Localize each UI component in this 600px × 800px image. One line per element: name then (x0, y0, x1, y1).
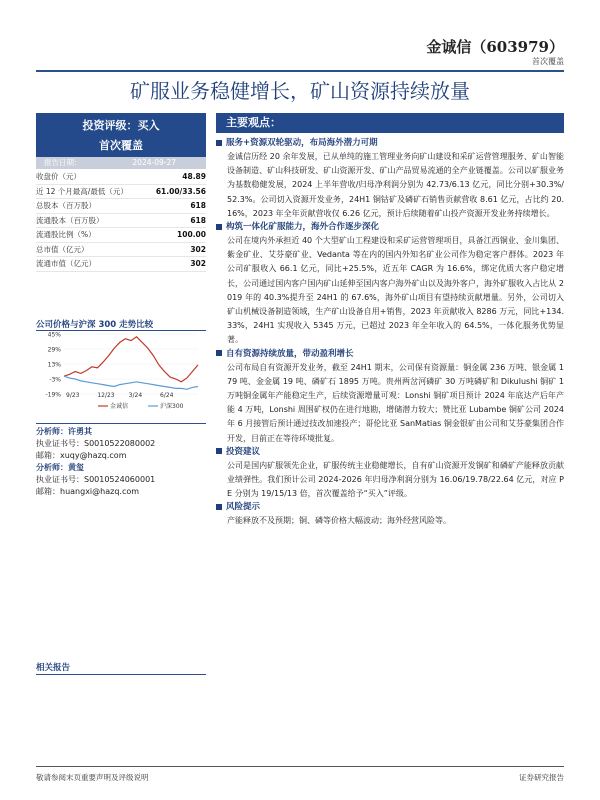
related-reports-title: 相关报告 (36, 663, 71, 673)
rating-label: 投资评级：买入 (82, 119, 160, 132)
section-heading-text: 构筑一体化矿服能力，海外合作逐步深化 (226, 222, 380, 233)
key-points-title: 主要观点： (216, 113, 564, 133)
rating-box (36, 113, 206, 158)
stat-row (36, 228, 206, 243)
x-tick-label: 3/24 (128, 392, 143, 399)
stat-row (36, 199, 206, 214)
stat-row (36, 170, 206, 185)
footer-divider (36, 766, 564, 767)
chart-section-title: 公司价格与沪深 300 走势比较 (36, 320, 154, 330)
x-tick-label: 6/24 (160, 392, 174, 399)
square-bullet-icon (216, 350, 222, 356)
y-tick-label: -3% (49, 376, 61, 384)
footer-disclaimer: 敬请参阅末页重要声明及评级说明 (36, 773, 149, 782)
report-date-label: 报告日期： (44, 158, 82, 167)
y-tick-label: 29% (47, 346, 61, 354)
header-divider (36, 70, 564, 72)
stock-stats (36, 170, 206, 272)
rating-coverage: 首次覆盖 (99, 139, 143, 152)
analyst-2-cert: 执业证书号：S0010524060001 (36, 475, 156, 484)
section-heading-text: 投资建议 (226, 446, 261, 457)
company-name: 金诚信（603979） (426, 38, 564, 56)
stat-value: 100.00 (177, 230, 206, 239)
analyst-1-cert: 执业证书号：S0010522080002 (36, 439, 156, 448)
stat-key: 流通股比例（%） (36, 230, 96, 239)
section-body: 公司是国内矿服领先企业，矿服传统主业稳健增长，自有矿山资源开发铜矿和磷矿产能释放贡献业绩弹性。我们预计公司 2024-2026 年归母净利润分别为 16.06/19.78/22.64 亿元，对应 PE 分别为 19/15/13 倍，首次覆盖给予“买入”评级。 (227, 460, 564, 499)
stat-key: 总市值（亿元） (36, 244, 89, 254)
coverage-subtitle: 首次覆盖 (532, 57, 564, 66)
section-heading-text: 风险提示 (226, 502, 261, 513)
section-heading (216, 501, 564, 514)
report-title: 矿服业务稳健增长，矿山资源持续放量 (130, 79, 470, 103)
analyst-2-name: 分析师：黄玺 (36, 463, 84, 472)
section-heading (216, 446, 564, 459)
section-heading (216, 348, 564, 361)
stat-key: 流通股本（百万股） (36, 215, 104, 225)
report-date-value: 2024-09-27 (132, 158, 176, 167)
stat-value: 618 (190, 201, 206, 210)
stat-key: 近 12 个月最高/最低（元） (36, 186, 128, 196)
footer-report-type: 证券研究报告 (519, 773, 564, 782)
section-heading-text: 服务+资源双轮驱动，布局海外潜力可期 (226, 138, 378, 148)
x-tick-label: 12/23 (97, 392, 115, 399)
price-chart-svg (36, 330, 206, 410)
stat-value: 302 (190, 259, 206, 268)
series-line-stock (64, 337, 198, 382)
square-bullet-icon (216, 224, 222, 230)
section-body: 金诚信历经 20 余年发展，已从单纯的施工管理业务向矿山建设和采矿运营管理服务、矿山智能设备制造、矿山科技研发、矿山资源开发、矿山产品贸易流通的全产业链覆盖。公司以矿服业务为基数稳健发展，2024 上半年营收/归母净利润分别为 42.73/6.13 亿元，同比分别+30.3%/52.3%。公司切入资源开发业务，24H1 铜钴矿及磷矿石销售贡献营收 8.61 亿元，占比约 20.16%，2023 年全年贡献营收仅 6.26 亿元，预计后续随着矿山投产资源开发业务持续增长。 (227, 152, 564, 218)
y-tick-label: 13% (47, 361, 61, 369)
y-tick-label: -19% (45, 391, 61, 399)
stat-row (36, 185, 206, 200)
stat-row (36, 214, 206, 229)
key-points-content (216, 137, 564, 529)
y-tick-label: 45% (47, 331, 61, 339)
section-heading (216, 137, 564, 150)
legend-label: 金诚信 (110, 403, 129, 410)
legend-label: 沪深300 (160, 403, 184, 410)
stat-value: 302 (190, 244, 206, 254)
square-bullet-icon (216, 140, 222, 146)
analyst-1 (36, 426, 206, 462)
section-heading (216, 221, 564, 234)
price-chart (36, 330, 206, 410)
analyst-1-name: 分析师：许勇其 (36, 427, 92, 436)
section-body: 公司布局自有资源开发业务，截至 24H1 期末，公司保有资源量：铜金属 236 万吨、银金属 179 吨、金金属 19 吨、磷矿石 1895 万吨。贵州两岔河磷矿 30 万吨磷矿和 Dikulushi 铜矿 1 万吨铜金属年产能稳定生产，后续资源增量可观：Lonshi 铜矿项目预计 2024 年底达产后年产能 4 万吨，Lonshi 周围矿权仍在进行地勘，增储潜力较大；赞比亚 Lubambe 铜矿公司 2024 年 6 月接管后预计通过技改加速投产；哥伦比亚 SanMatias 铜金银矿由公司和艾芬豪集团合作开发，目前正在等待环境批复。 (227, 362, 564, 443)
section-body: 公司在境内外承担近 40 个大型矿山工程建设和采矿运营管理项目，具备江西铜业、金川集团、紫金矿业、艾芬豪矿业、Vedanta 等在内的国内外知名矿业公司作为稳定客户群体。2023 年公司矿服收入 66.1 亿元，同比+25.5%，近五年 CAGR 为 16.6%，绑定优质大客户稳定增长，公司通过国内客户国内矿山延伸至国内客户海外矿山以及海外客户，海外矿服收入占比从 2019 年的 40.3%提升至 24H1 的 67.6%，海外矿山项目有望持续贡献增量。另外，公司切入矿山机械设备制造领域，生产矿山设备自用+销售，2023 年贡献收入 8286 万元，同比+134.33%，24H1 实现收入 5345 万元，已超过 2023 年全年收入的 64.5%，一体化服务优势显著。 (227, 236, 564, 345)
section-body: 产能释放不及预期；铜、磷等价格大幅波动；海外经营风险等。 (227, 516, 451, 526)
section-heading-text: 自有资源持续放量，带动盈利增长 (226, 348, 354, 359)
stat-value: 48.89 (182, 172, 206, 181)
stat-row (36, 243, 206, 258)
stat-value: 61.00/33.56 (155, 186, 206, 196)
related-divider (36, 674, 206, 675)
stat-row (36, 257, 206, 272)
stat-value: 618 (190, 215, 206, 225)
analyst-1-email[interactable]: 邮箱：xuqy@hazq.com (36, 451, 127, 460)
stat-key: 流通市值（亿元） (36, 259, 96, 268)
analyst-2-email[interactable]: 邮箱：huangxi@hazq.com (36, 487, 140, 496)
stat-key: 收盘价（元） (36, 172, 81, 181)
x-tick-label: 9/23 (66, 392, 80, 399)
square-bullet-icon (216, 448, 222, 454)
report-date (36, 157, 206, 169)
series-line-index (64, 376, 198, 389)
analyst-2 (36, 462, 206, 498)
analyst-divider (36, 423, 206, 424)
stat-key: 总股本（百万股） (36, 201, 96, 210)
square-bullet-icon (216, 504, 222, 510)
